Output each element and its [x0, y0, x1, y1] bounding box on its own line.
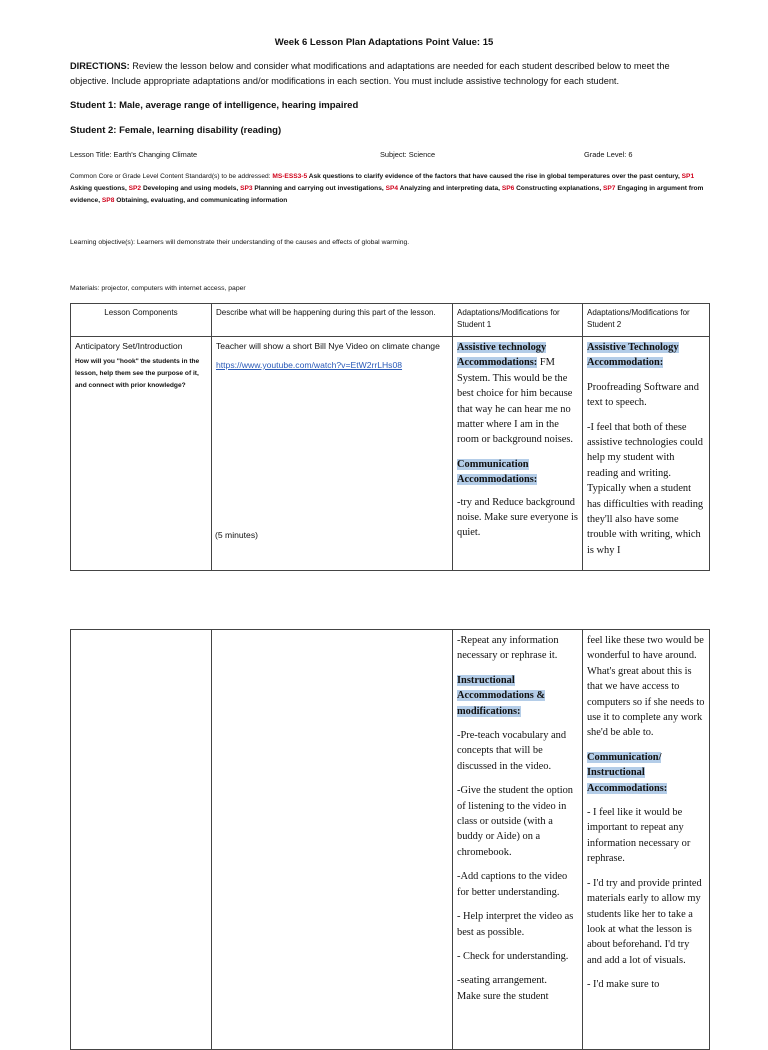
section-heading: Communication Accommodations: — [457, 458, 538, 486]
paragraph: FM System. This would be the best choice for him because that way he can hear me no matter where I am in the room or background noises. — [457, 357, 574, 446]
student-2-cell — [583, 630, 710, 1050]
section-heading: Instructional Accommodations & modifications: — [457, 674, 546, 717]
standard-code: SP8 — [101, 197, 115, 204]
lesson-plan-table-continued — [70, 629, 710, 1050]
lesson-plan-table — [70, 303, 710, 571]
lesson-component-cell — [71, 337, 212, 571]
standard-text: Developing and using models, — [142, 185, 239, 192]
standard-text: Analyzing and interpreting data, — [399, 185, 501, 192]
activity-description: Teacher will show a short Bill Nye Video on climate change — [216, 341, 440, 351]
student-1-description: Student 1: Male, average range of intelligence, hearing impaired — [70, 100, 359, 111]
lesson-grade: Grade Level: 6 — [584, 150, 633, 159]
standard-code: SP4 — [385, 185, 399, 192]
video-link[interactable]: https://www.youtube.com/watch?v=EtW2rrLHs08 — [216, 360, 403, 370]
header-describe: Describe what will be happening during this part of the lesson. — [212, 304, 453, 337]
standard-code: MS-ESS3-5 — [272, 173, 308, 180]
directions-text: Review the lesson below and consider what modifications and adaptations are needed for each student described below to meet the objective. Include appropriate adaptations and/or modifications in each section. You must include assistive technology for each student. — [70, 61, 670, 86]
standard-text: Ask questions to clarify evidence of the factors that have caused the rise in global temperatures over the past century, — [308, 173, 680, 180]
table-row — [71, 337, 710, 571]
standard-text: Planning and carrying out investigations, — [254, 185, 384, 192]
component-name: Anticipatory Set/Introduction — [75, 341, 183, 351]
paragraph: -Repeat any information necessary or rephrase it. — [457, 635, 559, 662]
paragraph: - Check for understanding. — [457, 950, 569, 962]
standard-text: Asking questions, — [70, 185, 127, 192]
header-student-1: Adaptations/Modifications for Student 1 — [453, 304, 583, 337]
student-1-cell — [453, 337, 583, 571]
paragraph: - I'd make sure to — [587, 979, 660, 991]
component-question: How will you "hook" the students in the lesson, help them see the purpose of it, and connect with prior knowledge? — [75, 358, 200, 389]
header-lesson-components: Lesson Components — [71, 304, 212, 337]
time-estimate: (5 minutes) — [215, 530, 258, 540]
paragraph: Make sure the student — [457, 990, 549, 1002]
describe-cell — [212, 630, 453, 1050]
standard-code: SP2 — [128, 185, 142, 192]
table-row — [71, 630, 710, 1050]
lesson-component-cell — [71, 630, 212, 1050]
header-student-2: Adaptations/Modifications for Student 2 — [583, 304, 710, 337]
lesson-title: Lesson Title: Earth's Changing Climate — [70, 150, 198, 159]
student-2-description: Student 2: Female, learning disability (reading) — [70, 125, 282, 136]
student-2-cell — [583, 337, 710, 571]
document-title: Week 6 Lesson Plan Adaptations Point Value: 15 — [274, 37, 494, 48]
standard-code: SP7 — [603, 185, 616, 192]
standard-text: Constructing explanations, — [516, 185, 602, 192]
content-standards — [70, 171, 710, 207]
student-1-cell — [453, 630, 583, 1050]
paragraph: - Help interpret the video as best as possible. — [457, 911, 574, 938]
standard-code: SP6 — [501, 185, 515, 192]
table-header-row — [71, 304, 710, 337]
standard-code: SP3 — [240, 185, 253, 192]
paragraph: -Pre-teach vocabulary and concepts that will be discussed in the video. — [457, 730, 567, 772]
standard-text: Obtaining, evaluating, and communicating information — [116, 197, 288, 204]
paragraph: Proofreading Software and text to speech. — [587, 381, 699, 409]
standards-label: Common Core or Grade Level Content Standard(s) to be addressed: — [70, 173, 271, 180]
paragraph: feel like these two would be wonderful to have around. What's great about this is that we have access to computers so if she needs to use it to complete any work she'd be able to. — [587, 635, 705, 739]
paragraph: -Add captions to the video for better understanding. — [457, 871, 568, 898]
paragraph: -try and Reduce background noise. Make sure everyone is quiet. — [457, 496, 578, 539]
learning-objective: Learning objective(s): Learners will demonstrate their understanding of the causes and effects of global warming. — [70, 239, 410, 246]
paragraph: -seating arrangement. — [457, 975, 548, 987]
section-heading: Communication/ Instructional Accommodations: — [587, 751, 668, 794]
standard-text: Engaging in argument from evidence, — [70, 185, 704, 204]
lesson-subject: Subject: Science — [380, 150, 436, 159]
paragraph: -Give the student the option of listening to the video in class or outside (with a buddy or Aide) on a chromebook. — [457, 785, 574, 858]
paragraph: - I feel like it would be important to repeat any information necessary or rephrase. — [587, 807, 691, 865]
standard-code: SP1 — [681, 173, 695, 180]
paragraph: - I'd try and provide printed materials early to allow my students like her to take a look at what the lesson is about beforehand. I'd try and add a lot of visuals. — [587, 877, 702, 966]
paragraph: -I feel that both of these assistive technologies could help my student with reading and writing. Typically when a student has difficulties with reading they'll also have some trouble with writing, which is why I — [587, 421, 704, 556]
section-heading: Assistive technology Accommodations: — [457, 342, 547, 369]
directions-label: DIRECTIONS: — [70, 61, 130, 71]
directions — [70, 59, 710, 89]
materials: Materials: projector, computers with internet access, paper — [70, 285, 246, 292]
section-heading: Assistive Technology Accommodation: — [587, 342, 679, 369]
